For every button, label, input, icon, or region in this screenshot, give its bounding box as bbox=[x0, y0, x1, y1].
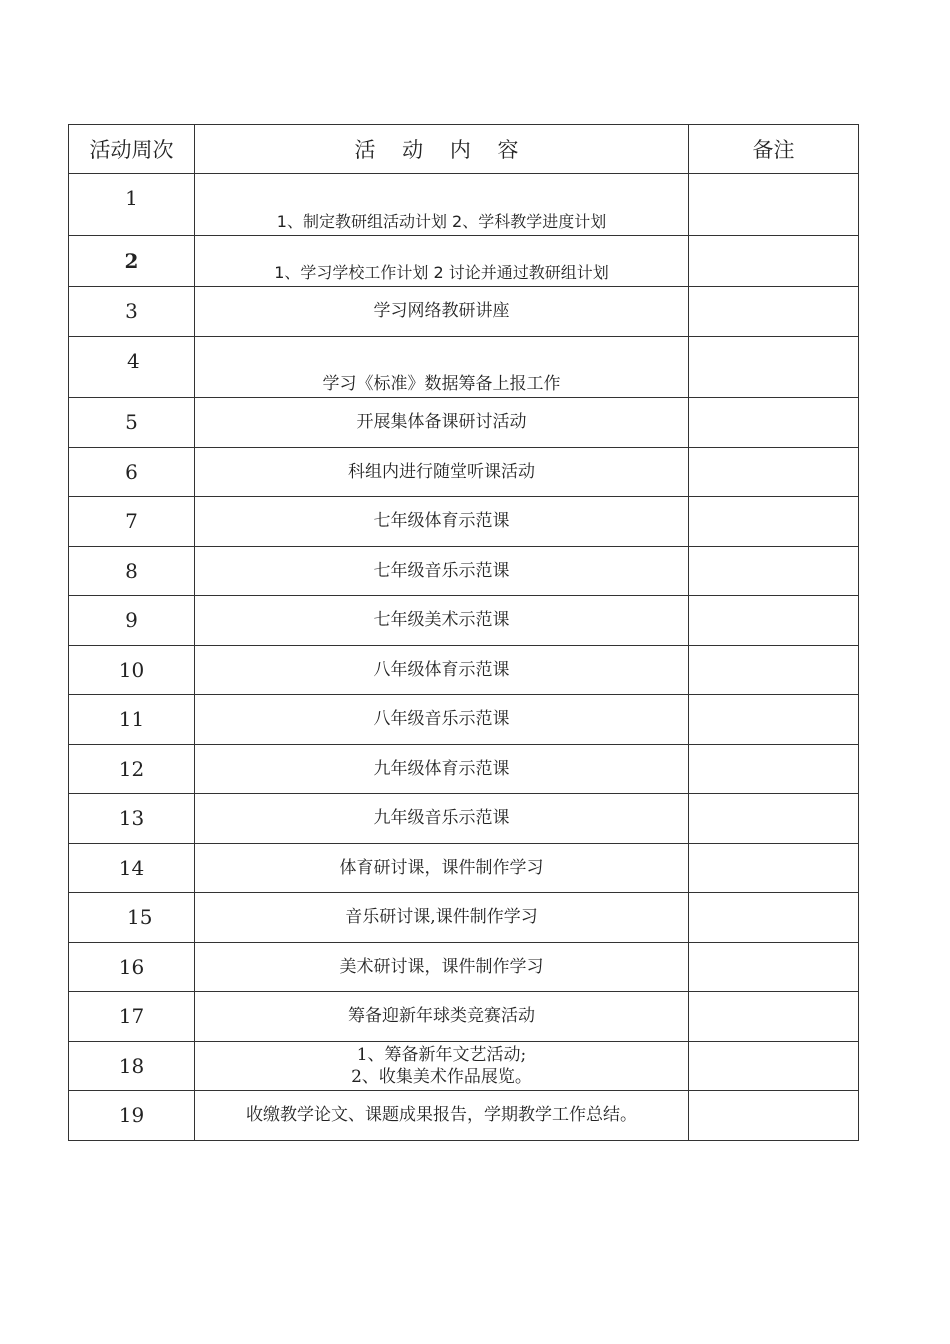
activity-content-cell bbox=[195, 596, 689, 646]
note-cell bbox=[689, 695, 859, 745]
note-cell bbox=[689, 447, 859, 497]
header-week: 活动周次 bbox=[69, 125, 195, 174]
week-number-cell: 6 bbox=[69, 447, 195, 497]
note-cell bbox=[689, 942, 859, 992]
table-row bbox=[69, 447, 859, 497]
activity-content-line: 美术研讨课，课件制作学习 bbox=[339, 956, 544, 977]
table-body bbox=[69, 174, 859, 1141]
note-cell bbox=[689, 645, 859, 695]
activity-content-line: 科组内进行随堂听课活动 bbox=[348, 461, 535, 482]
week-number-cell: 14 bbox=[69, 843, 195, 893]
activity-content-line: 开展集体备课研讨活动 bbox=[356, 412, 527, 433]
activity-content-line: 八年级音乐示范课 bbox=[373, 709, 510, 730]
table-row bbox=[69, 287, 859, 337]
activity-content-line: 七年级体育示范课 bbox=[373, 511, 510, 532]
note-cell bbox=[689, 287, 859, 337]
activity-content-cell bbox=[195, 645, 689, 695]
note-cell bbox=[689, 546, 859, 596]
activity-content-cell bbox=[195, 843, 689, 893]
activity-content-line: 体育研讨课，课件制作学习 bbox=[339, 857, 544, 878]
note-cell bbox=[689, 174, 859, 236]
table-row bbox=[69, 893, 859, 943]
table-header-row bbox=[69, 125, 859, 174]
activity-content-line: 八年级体育示范课 bbox=[373, 659, 510, 680]
activity-content-line: 2、收集美术作品展览。 bbox=[351, 1066, 532, 1087]
week-number-cell: 5 bbox=[69, 398, 195, 448]
activity-content-line: 七年级美术示范课 bbox=[373, 610, 510, 631]
activity-content-line: 收缴教学论文、课题成果报告，学期教学工作总结。 bbox=[246, 1105, 637, 1126]
week-number-cell: 7 bbox=[69, 497, 195, 547]
week-number-cell: 13 bbox=[69, 794, 195, 844]
activity-content-line: 九年级音乐示范课 bbox=[373, 808, 510, 829]
note-cell bbox=[689, 893, 859, 943]
week-number-cell: 3 bbox=[69, 287, 195, 337]
note-cell bbox=[689, 596, 859, 646]
activity-content-cell bbox=[195, 1041, 689, 1091]
note-cell bbox=[689, 794, 859, 844]
table-row bbox=[69, 336, 859, 398]
table-row bbox=[69, 843, 859, 893]
note-cell bbox=[689, 336, 859, 398]
week-number-cell: 15 bbox=[69, 893, 195, 943]
activity-content-cell bbox=[195, 546, 689, 596]
table-row bbox=[69, 174, 859, 236]
table-row bbox=[69, 794, 859, 844]
activity-content-line: 1、筹备新年文艺活动; bbox=[356, 1044, 527, 1065]
activity-content-cell bbox=[195, 695, 689, 745]
week-number-cell: 16 bbox=[69, 942, 195, 992]
activity-content-cell bbox=[195, 287, 689, 337]
table-row bbox=[69, 1041, 859, 1091]
activity-content-cell bbox=[195, 174, 689, 236]
week-number-cell: 4 bbox=[69, 336, 195, 398]
activity-content-cell bbox=[195, 336, 689, 398]
table-row bbox=[69, 497, 859, 547]
table-row bbox=[69, 695, 859, 745]
table-row bbox=[69, 398, 859, 448]
week-number-cell: 9 bbox=[69, 596, 195, 646]
table-row bbox=[69, 645, 859, 695]
note-cell bbox=[689, 235, 859, 287]
activity-content-line: 1、学习学校工作计划 2 讨论并通过教研组计划 bbox=[274, 263, 609, 282]
week-number-cell: 19 bbox=[69, 1091, 195, 1141]
week-number-cell: 12 bbox=[69, 744, 195, 794]
table-row bbox=[69, 942, 859, 992]
table-row bbox=[69, 744, 859, 794]
table-row bbox=[69, 546, 859, 596]
week-number-cell: 2 bbox=[69, 235, 195, 287]
header-note: 备注 bbox=[689, 125, 859, 174]
note-cell bbox=[689, 1041, 859, 1091]
week-number-cell: 11 bbox=[69, 695, 195, 745]
note-cell bbox=[689, 992, 859, 1042]
header-content: 活 动 内 容 bbox=[195, 125, 689, 174]
week-number-cell: 18 bbox=[69, 1041, 195, 1091]
note-cell bbox=[689, 1091, 859, 1141]
activity-content-line: 九年级体育示范课 bbox=[373, 758, 510, 779]
activity-content-line: 1、制定教研组活动计划 2、学科教学进度计划 bbox=[276, 211, 607, 231]
activity-content-line: 学习《标准》数据筹备上报工作 bbox=[322, 374, 561, 394]
activity-content-cell bbox=[195, 744, 689, 794]
activity-content-line: 学习网络教研讲座 bbox=[373, 301, 510, 322]
note-cell bbox=[689, 744, 859, 794]
activity-content-line: 筹备迎新年球类竞赛活动 bbox=[348, 1006, 535, 1027]
activity-content-line: 七年级音乐示范课 bbox=[373, 560, 510, 581]
week-number-cell: 8 bbox=[69, 546, 195, 596]
activity-content-line: 音乐研讨课,课件制作学习 bbox=[345, 907, 538, 928]
activity-content-cell bbox=[195, 893, 689, 943]
activity-content-cell bbox=[195, 497, 689, 547]
week-number-cell: 10 bbox=[69, 645, 195, 695]
activity-content-cell bbox=[195, 992, 689, 1042]
week-number-cell: 1 bbox=[69, 174, 195, 236]
activity-content-cell bbox=[195, 1091, 689, 1141]
activity-content-cell bbox=[195, 794, 689, 844]
note-cell bbox=[689, 398, 859, 448]
table-row bbox=[69, 235, 859, 287]
table-row bbox=[69, 596, 859, 646]
activity-content-cell bbox=[195, 235, 689, 287]
activity-content-cell bbox=[195, 942, 689, 992]
note-cell bbox=[689, 497, 859, 547]
activity-content-cell bbox=[195, 447, 689, 497]
activity-content-cell bbox=[195, 398, 689, 448]
activity-schedule-table bbox=[68, 124, 859, 1141]
table-row bbox=[69, 992, 859, 1042]
note-cell bbox=[689, 843, 859, 893]
table-row bbox=[69, 1091, 859, 1141]
week-number-cell: 17 bbox=[69, 992, 195, 1042]
